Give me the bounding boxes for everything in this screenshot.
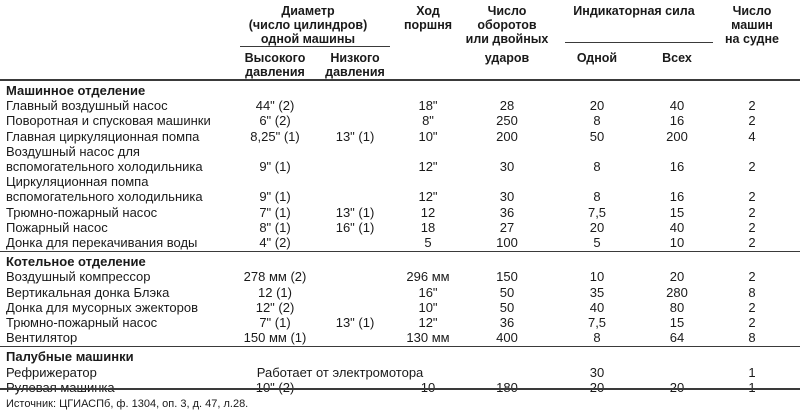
cell-hp: 8,25" (1) <box>250 128 300 144</box>
count-header-line: Число <box>732 4 772 18</box>
cell-count: 2 <box>748 219 756 235</box>
cell-lp: 13" (1) <box>335 204 375 220</box>
cell-one: 8 <box>593 113 601 129</box>
cell-count: 2 <box>748 159 756 174</box>
cell-lp: 16" (1) <box>335 219 375 235</box>
cell-all: 20 <box>669 269 685 285</box>
cell-count: 2 <box>748 98 756 114</box>
diameter-header <box>249 4 368 46</box>
row-name: Главный воздушный насос <box>6 98 168 114</box>
cell-all: 16 <box>669 159 685 174</box>
footer-divider <box>0 388 800 390</box>
cell-all: 16 <box>669 113 685 129</box>
cell-all: 10 <box>669 235 685 250</box>
cell-revs: 400 <box>496 330 518 346</box>
stroke-header-line: Ход <box>416 4 440 18</box>
row-name: Вентилятор <box>6 330 78 346</box>
indicated-power-header: Индикаторная сила <box>573 4 695 18</box>
cell-lp: 13" (1) <box>335 128 375 144</box>
cell-all: 40 <box>669 219 685 235</box>
row-name-cont: вспомогательного холодильника <box>6 189 203 205</box>
cell-count: 2 <box>748 315 756 330</box>
cell-stroke: 18" <box>418 98 438 114</box>
header-divider <box>0 79 800 81</box>
strokes-header: ударов <box>484 51 530 65</box>
section-title: Палубные машинки <box>6 349 134 365</box>
cell-revs: 27 <box>499 219 515 235</box>
count-header <box>725 4 779 46</box>
row-name: Рефрижератор <box>6 364 97 380</box>
source-note: Источник: ЦГИАСПб, ф. 1304, оп. 3, д. 47, л.28. <box>6 398 249 410</box>
cell-one: 30 <box>589 364 605 380</box>
cell-one: 20 <box>589 98 605 114</box>
cell-all: 15 <box>669 315 685 330</box>
cell-stroke: 12 <box>420 204 436 220</box>
revs-header-line: Число <box>487 4 527 18</box>
cell-one: 35 <box>589 284 605 300</box>
section-divider <box>0 251 800 252</box>
cell-stroke: 16" <box>418 284 438 300</box>
cell-revs: 30 <box>499 159 515 174</box>
cell-span: Работает от электромотора <box>256 364 424 380</box>
cell-revs: 150 <box>496 269 518 285</box>
row-name: Главная циркуляционная помпа <box>6 128 200 144</box>
cell-count: 2 <box>748 235 756 250</box>
cell-revs: 100 <box>496 235 518 250</box>
cell-count: 2 <box>748 269 756 285</box>
cell-one: 7,5 <box>587 315 607 330</box>
cell-one: 10 <box>589 269 605 285</box>
cell-one: 5 <box>593 235 601 250</box>
cell-hp: 44" (2) <box>255 98 295 114</box>
cell-hp: 150 мм (1) <box>243 330 307 346</box>
cell-hp: 8" (1) <box>259 219 291 235</box>
diameter-header-line: Диаметр <box>281 4 335 18</box>
cell-all: 64 <box>669 330 685 346</box>
cell-one: 40 <box>589 299 605 315</box>
cell-hp: 9" (1) <box>259 189 291 205</box>
section-title: Котельное отделение <box>6 254 146 270</box>
cell-revs: 200 <box>496 128 518 144</box>
cell-one: 8 <box>593 189 601 205</box>
high-pressure-header-line: Высокого <box>244 51 306 65</box>
cell-stroke: 10" <box>418 128 438 144</box>
cell-all: 200 <box>666 128 688 144</box>
row-name: Вертикальная донка Блэка <box>6 284 170 300</box>
cell-one: 8 <box>593 159 601 174</box>
diameter-header-line: (число цилиндров) <box>248 18 368 32</box>
cell-stroke: 296 мм <box>406 269 450 285</box>
cell-stroke: 12" <box>418 315 438 330</box>
row-name-cont: вспомогательного холодильника <box>6 159 203 174</box>
cell-stroke: 5 <box>424 235 432 250</box>
cell-one: 8 <box>593 330 601 346</box>
cell-count: 1 <box>748 364 756 380</box>
power-rule <box>565 42 713 43</box>
cell-lp: 13" (1) <box>335 315 375 330</box>
cell-hp: 6" (2) <box>259 113 291 129</box>
cell-revs: 28 <box>499 98 515 114</box>
cell-count: 4 <box>748 128 756 144</box>
cell-revs: 36 <box>499 315 515 330</box>
cell-hp: 4" (2) <box>259 235 291 250</box>
cell-count: 2 <box>748 299 756 315</box>
low-pressure-header <box>325 51 385 79</box>
section-divider <box>0 346 800 347</box>
cell-all: 15 <box>669 204 685 220</box>
cell-stroke: 10" <box>418 299 438 315</box>
count-header-line: на судне <box>724 32 780 46</box>
cell-one: 50 <box>589 128 605 144</box>
high-pressure-header-line: давления <box>245 65 305 79</box>
row-name: Пожарный насос <box>6 219 108 235</box>
cell-hp: 9" (1) <box>259 159 291 174</box>
cell-count: 8 <box>748 284 756 300</box>
cell-all: 16 <box>669 189 685 205</box>
cell-hp: 7" (1) <box>259 204 291 220</box>
cell-all: 280 <box>666 284 688 300</box>
row-name: Донка для мусорных эжекторов <box>6 299 198 315</box>
diameter-header-line: одной машины <box>260 32 356 46</box>
low-pressure-header-line: Низкого <box>330 51 380 65</box>
count-header-line: машин <box>731 18 773 32</box>
cell-hp: 278 мм (2) <box>243 269 307 285</box>
cell-revs: 50 <box>499 299 515 315</box>
cell-stroke: 12" <box>418 189 438 205</box>
revs-header-line: или двойных <box>465 32 549 46</box>
row-name: Воздушный насос для <box>6 143 140 159</box>
cell-stroke: 130 мм <box>406 330 450 346</box>
cell-one: 20 <box>589 219 605 235</box>
row-name: Воздушный компрессор <box>6 269 151 285</box>
cell-hp: 12 (1) <box>258 284 292 300</box>
cell-all: 80 <box>669 299 685 315</box>
revs-header-line: оборотов <box>477 18 537 32</box>
cell-count: 2 <box>748 189 756 205</box>
cell-stroke: 8" <box>422 113 434 129</box>
cell-stroke: 12" <box>418 159 438 174</box>
cell-hp: 7" (1) <box>259 315 291 330</box>
row-name: Трюмно-пожарный насос <box>6 315 158 330</box>
cell-count: 8 <box>748 330 756 346</box>
cell-revs: 250 <box>496 113 518 129</box>
stroke-header-line: поршня <box>403 18 453 32</box>
stroke-header <box>404 4 452 32</box>
row-name: Поворотная и спусковая машинки <box>6 113 211 129</box>
power-all-header: Всех <box>662 51 692 65</box>
revs-header <box>466 4 549 46</box>
cell-hp: 12" (2) <box>255 299 295 315</box>
power-one-header: Одной <box>576 51 618 65</box>
high-pressure-header <box>245 51 306 79</box>
row-name: Трюмно-пожарный насос <box>6 204 158 220</box>
cell-all: 40 <box>669 98 685 114</box>
row-name: Донка для перекачивания воды <box>6 235 198 250</box>
cell-revs: 50 <box>499 284 515 300</box>
cell-revs: 36 <box>499 204 515 220</box>
section-title: Машинное отделение <box>6 83 146 98</box>
cell-stroke: 18 <box>420 219 436 235</box>
cell-revs: 30 <box>499 189 515 205</box>
cell-one: 7,5 <box>587 204 607 220</box>
diameter-rule <box>240 46 390 47</box>
row-name: Циркуляционная помпа <box>6 174 149 190</box>
low-pressure-header-line: давления <box>325 65 385 79</box>
cell-count: 2 <box>748 204 756 220</box>
cell-count: 2 <box>748 113 756 129</box>
